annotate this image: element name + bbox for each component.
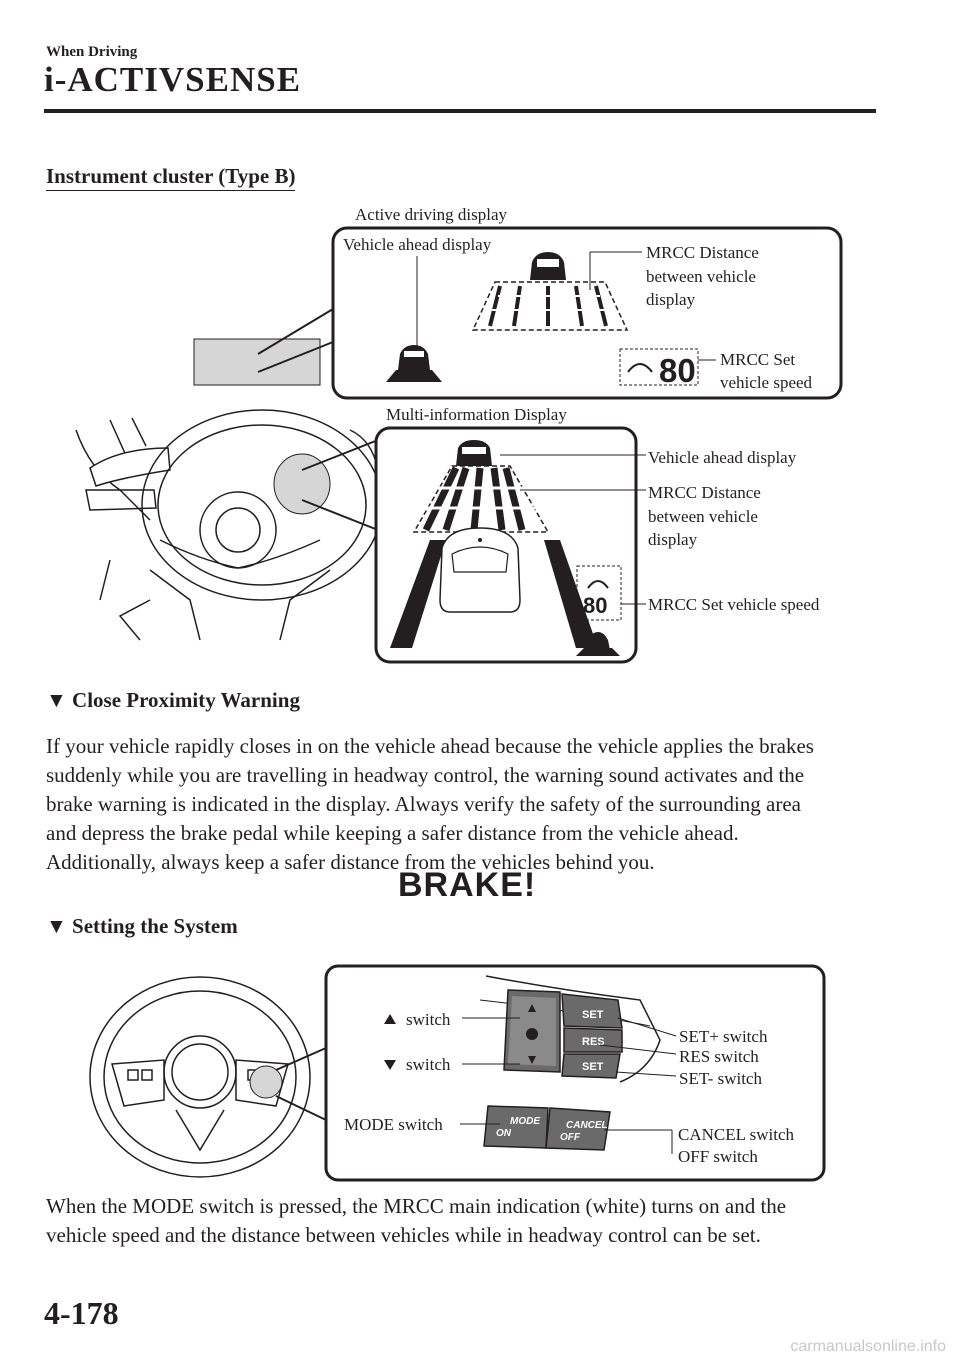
section-label: When Driving [46, 44, 138, 60]
top-distance-label-3: display [646, 290, 696, 309]
btn-set2-label: SET [582, 1061, 604, 1073]
btn-on-label: ON [496, 1128, 511, 1139]
set-minus-label: SET- switch [679, 1069, 762, 1088]
btn-off-label: OFF [560, 1132, 580, 1143]
top-set-speed-label-2: vehicle speed [720, 373, 813, 392]
cancel-switch-label: CANCEL switch [678, 1125, 795, 1144]
multi-info-callout: Multi-information Display [386, 405, 567, 424]
watermark: carmanualsonline.info [790, 1338, 946, 1355]
active-driving-callout: Active driving display [355, 205, 508, 224]
top-speed-value: 80 [659, 352, 696, 389]
off-switch-label: OFF switch [678, 1147, 758, 1166]
res-label: RES switch [679, 1047, 759, 1066]
down-switch-label: switch [406, 1055, 451, 1074]
bottom-distance-label-2: between vehicle [648, 507, 758, 526]
mode-switch-label: MODE switch [344, 1115, 443, 1134]
top-distance-label-2: between vehicle [646, 267, 756, 286]
setting-system-paragraph: When the MODE switch is pressed, the MRCC main indication (white) turns on and the vehicle speed and the distance between vehicles while in headway control can be set. [46, 1194, 787, 1247]
btn-set-label: SET [582, 1009, 604, 1021]
subheading: Instrument cluster (Type B) [46, 163, 295, 191]
section-title: i-ACTIVSENSE [44, 60, 302, 99]
bottom-speed-value: 80 [583, 593, 608, 618]
bottom-set-speed-label: MRCC Set vehicle speed [648, 595, 820, 614]
steering-switch-figure [0, 940, 960, 1190]
btn-res-label: RES [582, 1036, 605, 1048]
dashboard-illustration [76, 410, 382, 640]
page-number: 4-178 [44, 1295, 119, 1331]
top-set-speed-label-1: MRCC Set [720, 350, 796, 369]
top-vehicle-ahead-label: Vehicle ahead display [343, 235, 492, 254]
bottom-distance-label-3: display [648, 530, 698, 549]
btn-mode-label: MODE [510, 1116, 540, 1127]
bottom-vehicle-ahead-label: Vehicle ahead display [648, 448, 797, 467]
btn-cancel-label: CANCEL [566, 1120, 608, 1131]
top-distance-label-1: MRCC Distance [646, 243, 759, 262]
up-switch-label: switch [406, 1010, 451, 1029]
setting-system-heading: ▼ Setting the System [46, 914, 238, 938]
set-plus-label: SET+ switch [679, 1027, 768, 1046]
close-proximity-paragraph: If your vehicle rapidly closes in on the vehicle ahead because the vehicle applies the brakes suddenly while you are travelling in headway control, the warning sound activates and the brake warning is indicated in the display. Always verify the safety of the surrounding area and depress the brake pedal while keeping a safer distance from the vehicle ahead. Additionally, always keep a safer distance from the vehicles behind you. [46, 734, 814, 874]
close-proximity-heading: ▼ Close Proximity Warning [46, 688, 300, 712]
brake-warning-text: BRAKE! [398, 866, 537, 904]
instrument-cluster-figure [0, 0, 960, 680]
bottom-distance-label-1: MRCC Distance [648, 483, 761, 502]
